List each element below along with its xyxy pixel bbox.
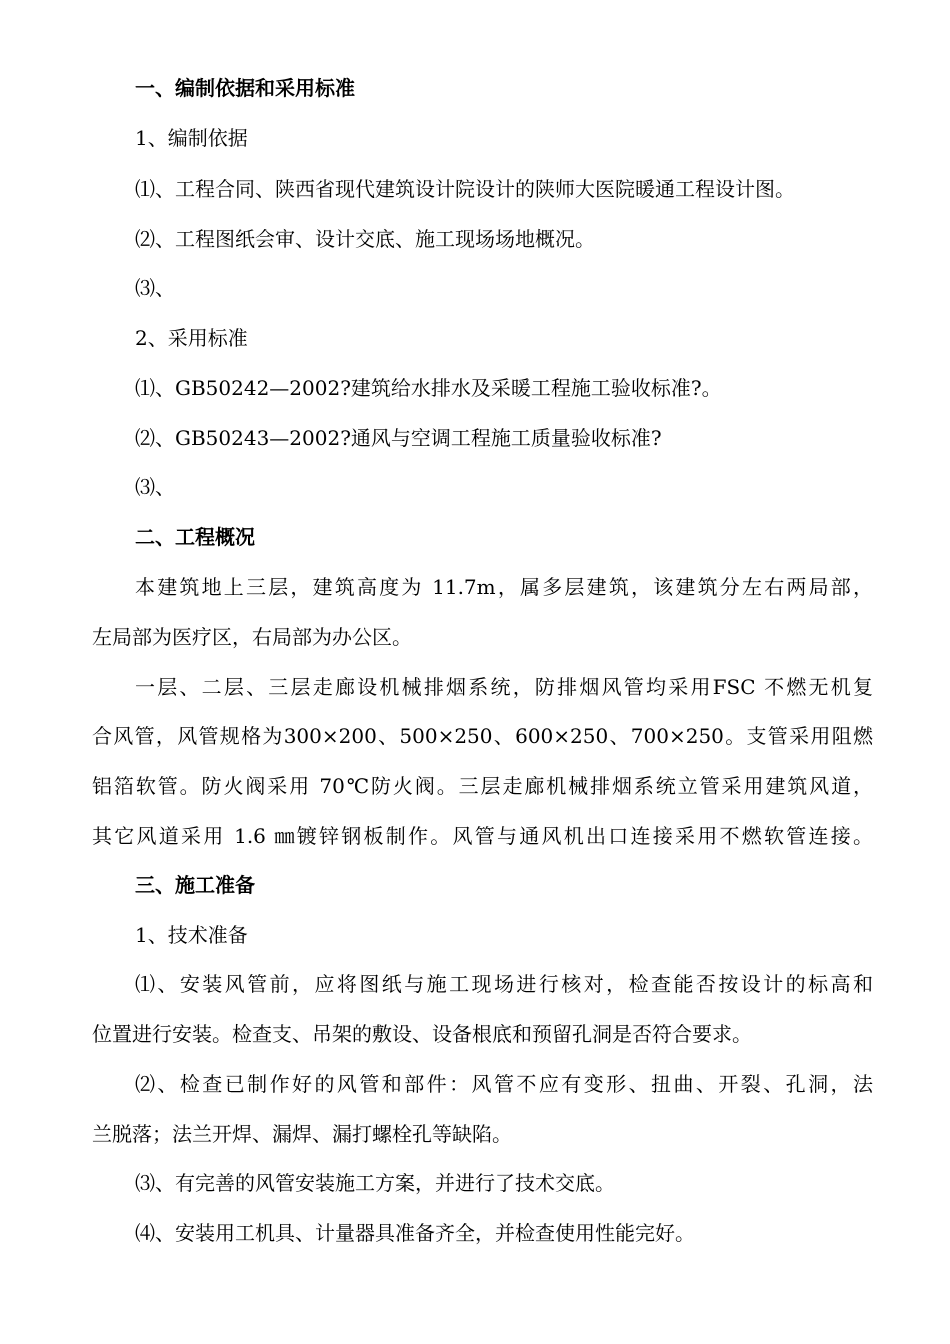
list-item: ⑵、GB50243—2002?通风与空调工程施工质量验收标准? (135, 426, 662, 450)
list-item: ⑷、安装用工机具、计量器具准备齐全，并检查使用性能完好。 (135, 1221, 695, 1245)
paragraph-line: 左局部为医疗区，右局部为办公区。 (92, 625, 412, 649)
subsection-1-1-title: 1、编制依据 (135, 126, 248, 150)
section-2-heading: 二、工程概况 (135, 525, 255, 549)
subsection-1-2-title: 2、采用标准 (135, 326, 248, 350)
paragraph-line: 兰脱落；法兰开焊、漏焊、漏打螺栓孔等缺陷。 (92, 1122, 512, 1146)
list-item: ⑴、GB50242—2002?建筑给水排水及采暖工程施工验收标准?。 (135, 376, 722, 400)
section-3-heading: 三、施工准备 (135, 873, 255, 897)
paragraph-line: 本建筑地上三层，建筑高度为 11.7m，属多层建筑，该建筑分左右两局部， (135, 575, 873, 599)
section-1-heading: 一、编制依据和采用标准 (135, 76, 355, 100)
paragraph-line: 其它风道采用 1.6 ㎜镀锌钢板制作。风管与通风机出口连接采用不燃软管连接。 (92, 824, 873, 848)
list-item: ⑶、有完善的风管安装施工方案，并进行了技术交底。 (135, 1171, 615, 1195)
paragraph-line: 合风管，风管规格为300×200、500×250、600×250、700×250。支管采用阻燃 (92, 724, 873, 748)
paragraph-line: ⑵、检查已制作好的风管和部件：风管不应有变形、扭曲、开裂、孔洞，法 (135, 1072, 873, 1096)
paragraph-line: 铝箔软管。防火阀采用 70℃防火阀。三层走廊机械排烟系统立管采用建筑风道， (92, 774, 873, 798)
list-item: ⑶、 (135, 276, 175, 300)
paragraph-line: ⑴、安装风管前，应将图纸与施工现场进行核对，检查能否按设计的标高和 (135, 972, 873, 996)
paragraph-line: 一层、二层、三层走廊设机械排烟系统，防排烟风管均采用FSC 不燃无机复 (135, 675, 873, 699)
paragraph-line: 位置进行安装。检查支、吊架的敷设、设备根底和预留孔洞是否符合要求。 (92, 1022, 752, 1046)
list-item: ⑶、 (135, 475, 175, 499)
list-item: ⑵、工程图纸会审、设计交底、施工现场场地概况。 (135, 227, 595, 251)
subsection-3-1-title: 1、技术准备 (135, 923, 248, 947)
list-item: ⑴、工程合同、陕西省现代建筑设计院设计的陕师大医院暖通工程设计图。 (135, 177, 795, 201)
